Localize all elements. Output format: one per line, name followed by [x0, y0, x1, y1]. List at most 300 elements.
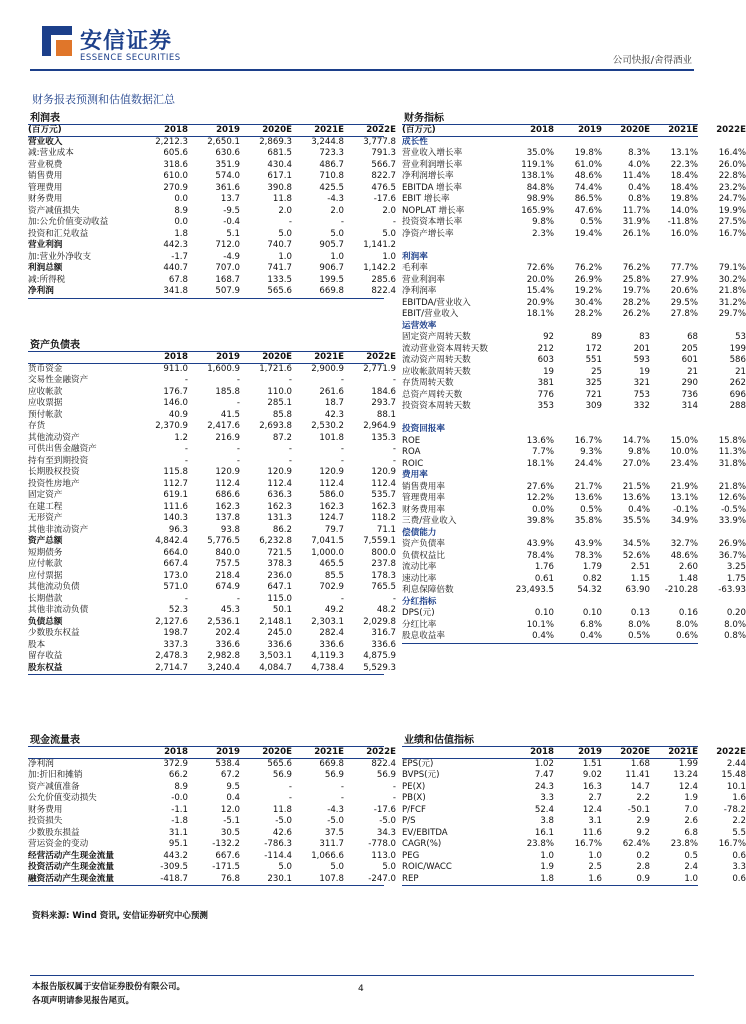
indicator-title: 财务指标 [402, 113, 698, 125]
cell-value: 124.7 [319, 513, 344, 523]
cell-value: 19.9% [718, 205, 746, 216]
table-row [28, 182, 396, 195]
cell-value: 664.0 [163, 547, 188, 558]
cell-value: 2.44 [726, 758, 746, 769]
table-row [28, 651, 396, 663]
cell-value: 198.7 [163, 628, 188, 638]
cell-value: 2022E [716, 125, 746, 135]
cell-value: 2019 [216, 352, 240, 362]
cell-value: 290 [681, 378, 698, 388]
cell-value: -5.0 [327, 816, 344, 826]
cell-value: 112.4 [267, 478, 292, 489]
row-label: 费用率 [402, 470, 428, 480]
cell-value: 309 [585, 401, 602, 411]
copyright-line: 本报告版权属于安信证券股份有限公司。 [32, 982, 186, 992]
cell-value: 736 [681, 389, 698, 400]
cell-value: 24.4% [574, 458, 602, 469]
cell-value: 199.5 [319, 274, 344, 285]
cell-value: 22.3% [670, 159, 698, 170]
cell-value: 674.9 [215, 582, 240, 592]
cell-value: 2,982.8 [207, 651, 240, 661]
cell-value: 0.6 [732, 850, 746, 861]
header-row [402, 747, 746, 759]
row-label: 运营效率 [402, 320, 437, 331]
cell-value [554, 528, 602, 540]
row-label: 流动比率 [402, 562, 437, 572]
cell-value: 4,119.3 [311, 651, 344, 661]
row-label: 少数股东权益 [28, 628, 80, 638]
cell-value: 0.5% [580, 217, 602, 227]
table-row [402, 389, 746, 402]
cell-value: 3.3 [732, 862, 746, 872]
cell-value [698, 240, 746, 252]
cell-value: 425.5 [319, 182, 344, 193]
cell-value: 2.2 [732, 816, 746, 826]
row-label: 少数股东损益 [28, 827, 80, 838]
row-label: 净利润 [28, 758, 54, 769]
cell-value: 18.1% [526, 458, 554, 469]
row-label: 股本 [28, 639, 46, 650]
cell-value: -786.3 [264, 839, 292, 849]
cell-value: 2.0 [382, 205, 396, 216]
cell-value: 753 [633, 389, 650, 400]
table-row [402, 597, 698, 609]
cell-value: 21 [735, 366, 746, 377]
cell-value: 93.8 [220, 524, 240, 535]
cell-value: 551 [585, 355, 602, 365]
cashflow-table [28, 735, 396, 886]
row-label: 利息保障倍数 [402, 585, 454, 595]
cell-value: - [236, 593, 240, 604]
cell-value: 765.5 [371, 582, 396, 592]
cell-value: 12.4 [678, 781, 698, 792]
cell-value: 282.4 [319, 628, 344, 638]
cell-value: 19 [639, 366, 650, 377]
cell-value: 49.2 [324, 605, 344, 615]
row-label: 减:营业成本 [28, 148, 74, 158]
cell-value: 236.0 [267, 570, 292, 581]
row-label [28, 747, 136, 758]
cell-value: - [184, 444, 188, 454]
cell-value: -5.0 [275, 816, 292, 826]
cell-value: 18.4% [670, 171, 698, 181]
row-label: CAGR(%) [402, 839, 442, 849]
cell-value: 11.7% [622, 205, 650, 216]
cell-value: 16.7% [574, 435, 602, 446]
cell-value: - [392, 455, 396, 466]
cell-value: 566.7 [371, 159, 396, 170]
cell-value: 2,127.6 [155, 616, 188, 627]
cell-value: 721.5 [267, 547, 292, 558]
cell-value: 2.7 [588, 793, 602, 803]
cell-value: 2.3% [532, 228, 554, 239]
row-label: 股东权益 [28, 662, 63, 673]
table-row [402, 413, 698, 425]
cell-value: 2,417.6 [207, 421, 240, 431]
cell-value: 21 [687, 366, 698, 377]
table-row [28, 570, 396, 583]
cell-value: 22.8% [718, 171, 746, 181]
cell-value: 2,212.3 [155, 136, 188, 147]
cell-value: 48.6% [574, 171, 602, 181]
cell-value [506, 240, 554, 252]
cell-value: 2,530.2 [311, 421, 344, 431]
cell-value: - [340, 593, 344, 604]
cell-value: 2021E [314, 125, 344, 135]
row-label: P/FCF [402, 804, 426, 815]
table-row [402, 550, 746, 563]
cell-value: 619.1 [163, 490, 188, 500]
cell-value: 39.8% [526, 516, 554, 526]
row-label: 速动比率 [402, 573, 437, 584]
cell-value: 7,559.1 [363, 536, 396, 546]
cell-value: - [340, 781, 344, 792]
table-row [402, 562, 746, 574]
row-label [402, 240, 506, 252]
cell-value: 2,693.8 [259, 421, 292, 431]
table-row [402, 194, 746, 206]
cell-value: 120.9 [267, 467, 292, 477]
row-label: 营运资金的变动 [28, 839, 89, 849]
cell-value: 601 [681, 355, 698, 365]
cell-value: 571.0 [163, 582, 188, 592]
cell-value: 565.6 [267, 758, 292, 769]
cell-value: 2021E [314, 352, 344, 362]
table-row [28, 136, 396, 149]
cell-value: 1.9 [684, 793, 698, 803]
cell-value: 2.6 [684, 816, 698, 826]
cell-value: 35.0% [526, 148, 554, 158]
cell-value [602, 597, 650, 609]
cell-value: 0.20 [726, 608, 746, 618]
row-label: 固定资产 [28, 490, 63, 500]
cell-value: - [340, 444, 344, 454]
cell-value: -210.28 [664, 585, 698, 595]
cell-value: 262 [729, 378, 746, 388]
cell-value: 77.7% [670, 263, 698, 273]
cell-value: 5,529.3 [363, 662, 396, 673]
table-row [28, 559, 396, 571]
cell-value: 16.0% [670, 228, 698, 239]
cell-value: 30.4% [574, 297, 602, 308]
cell-value: 112.4 [215, 478, 240, 489]
cell-value: - [392, 793, 396, 803]
cell-value: 636.3 [267, 490, 292, 500]
table-row [402, 573, 746, 586]
cell-value: 5,776.5 [207, 536, 240, 546]
cell-value: 0.13 [630, 608, 650, 618]
cell-value: 0.4% [628, 504, 650, 515]
cell-value: - [184, 593, 188, 604]
cell-value: 237.8 [371, 559, 396, 569]
cell-value: 2019 [216, 747, 240, 757]
row-label: 资产减值准备 [28, 781, 80, 792]
cell-value [506, 413, 554, 425]
cell-value: 2.5 [588, 862, 602, 872]
cell-value: 0.4% [580, 631, 602, 641]
cell-value: -4.3 [327, 804, 344, 815]
row-label: 交易性金融资产 [28, 375, 89, 385]
table-bottom-rule [402, 885, 698, 886]
cell-value: 45.3 [220, 605, 240, 615]
cell-value: 586 [729, 355, 746, 365]
cell-value: 19 [543, 366, 554, 377]
row-label: BVPS(元) [402, 770, 440, 780]
cell-value: 381 [537, 378, 554, 388]
cell-value: - [392, 217, 396, 227]
cell-value: - [288, 793, 292, 803]
cell-value: 86.2 [272, 524, 292, 535]
cell-value: 1.8 [174, 228, 188, 239]
cell-value: 9.02 [582, 770, 602, 780]
cell-value [602, 413, 650, 425]
cell-value: 13.7 [220, 194, 240, 204]
cell-value: 20.6% [670, 286, 698, 296]
page-number: 4 [358, 984, 364, 994]
cell-value: 2.0 [278, 205, 292, 216]
cell-value: 1.0 [588, 850, 602, 861]
cell-value [698, 424, 746, 436]
cell-value: 15.0% [670, 435, 698, 446]
cell-value: 35.8% [574, 516, 602, 526]
cell-value: 0.8% [628, 194, 650, 204]
table-row [28, 251, 396, 264]
table-row [28, 386, 396, 399]
cell-value: 3,240.4 [207, 662, 240, 673]
table-row [402, 631, 746, 643]
row-label: 利润总额 [28, 263, 63, 273]
row-label: EV/EBITDA [402, 827, 448, 838]
table-row [28, 582, 396, 594]
row-label: 公允价值变动损失 [28, 793, 97, 803]
cell-value: 2019 [578, 125, 602, 135]
cell-value: 911.0 [163, 363, 188, 374]
cell-value: 37.5 [324, 827, 344, 838]
cell-value: 667.6 [215, 850, 240, 861]
table-row [402, 447, 746, 459]
cell-value: 1,142.2 [363, 263, 396, 273]
cell-value: 34.3 [376, 827, 396, 838]
cell-value: 906.7 [319, 263, 344, 273]
cell-value: 6.8 [684, 827, 698, 838]
table-row [402, 217, 746, 229]
cell-value: 54.32 [577, 585, 602, 595]
cell-value: - [184, 375, 188, 385]
row-label: 投资资本增长率 [402, 217, 463, 227]
cell-value: 89 [591, 332, 602, 342]
cell-value: 2020E [262, 125, 292, 135]
cell-value: 270.9 [163, 182, 188, 193]
row-label: 固定资产周转天数 [402, 332, 471, 342]
cell-value: - [236, 444, 240, 454]
cell-value: 617.1 [267, 171, 292, 181]
cell-value: 535.7 [371, 490, 396, 500]
cell-value: 68 [687, 332, 698, 342]
cell-value: -0.5% [721, 504, 746, 515]
cell-value: 133.5 [267, 274, 292, 285]
cell-value: 19.8% [574, 148, 602, 158]
cell-value: 2,714.7 [155, 662, 188, 673]
cell-value: 113.0 [371, 850, 396, 861]
cell-value: 507.9 [215, 286, 240, 296]
cell-value: 285.6 [371, 274, 396, 285]
row-label: EBITDA 增长率 [402, 182, 462, 193]
cell-value: 1.6 [732, 793, 746, 803]
cell-value: 53 [735, 332, 746, 342]
table-row [402, 804, 746, 817]
cell-value: 7.47 [534, 770, 554, 780]
row-label: ROIC/WACC [402, 862, 452, 872]
cell-value [506, 528, 554, 540]
cell-value: 1.0 [684, 873, 698, 884]
table-row [28, 770, 396, 782]
cell-value: 24.3 [534, 781, 554, 792]
cell-value: 19.4% [574, 228, 602, 239]
cell-value: 316.7 [371, 628, 396, 638]
table-bottom-rule [28, 674, 384, 675]
table-row [402, 252, 698, 264]
cell-value: 18.7 [324, 398, 344, 408]
table-row [28, 263, 396, 275]
cell-value: 0.5 [684, 850, 698, 861]
cell-value: 2,869.3 [259, 136, 292, 147]
valuation-table [402, 735, 746, 886]
cell-value: 110.0 [267, 386, 292, 397]
row-label: 管理费用率 [402, 493, 445, 503]
cell-value: 565.6 [267, 286, 292, 296]
cell-value [650, 470, 698, 482]
income-title: 利润表 [28, 113, 384, 125]
cell-value: 11.4% [622, 171, 650, 181]
table-row [28, 148, 396, 160]
row-label: PEG [402, 850, 420, 861]
row-label [402, 747, 506, 758]
cell-value: 336.6 [371, 639, 396, 650]
table-row [402, 240, 698, 252]
cell-value: 131.3 [267, 513, 292, 523]
table-bottom-rule [402, 643, 698, 644]
table-bottom-rule [28, 885, 384, 886]
cell-value: 6,232.8 [259, 536, 292, 546]
cell-value: 23.2% [718, 182, 746, 193]
cell-value: 20.9% [526, 297, 554, 308]
cell-value: 12.4 [582, 804, 602, 815]
row-label: 其他流动负债 [28, 582, 80, 592]
cell-value: 16.1 [534, 827, 554, 838]
cell-value: -63.93 [718, 585, 746, 595]
cell-value: 586.0 [319, 490, 344, 500]
table-row [402, 321, 698, 333]
data-source: 资料来源: Wind 资讯, 安信证券研究中心预测 [32, 911, 208, 921]
cell-value: 29.7% [718, 309, 746, 319]
cell-value: 172 [585, 343, 602, 354]
table-row [402, 770, 746, 782]
cell-value: 5.1 [226, 228, 240, 239]
cell-value: 26.9% [574, 274, 602, 285]
cell-value: 361.6 [215, 182, 240, 193]
cell-value: 21.5% [622, 481, 650, 492]
row-label: 分红比率 [402, 619, 437, 630]
cell-value: 92 [543, 332, 554, 342]
cell-value: 1.51 [582, 758, 602, 769]
cell-value: 13.1% [670, 148, 698, 158]
cell-value: 27.5% [718, 217, 746, 227]
table-row [402, 539, 746, 551]
table-row [402, 182, 746, 195]
cell-value: 0.0 [174, 217, 188, 227]
table-row [28, 793, 396, 805]
cell-value: 10.0% [670, 447, 698, 457]
table-row [28, 816, 396, 828]
cell-value: 261.6 [319, 386, 344, 397]
row-label: 应付帐款 [28, 559, 63, 569]
table-row [28, 662, 396, 675]
cell-value: 390.8 [267, 182, 292, 193]
row-label: REP [402, 873, 419, 884]
table-row [28, 524, 396, 537]
cell-value [554, 597, 602, 609]
cell-value: 791.3 [371, 148, 396, 158]
cell-value: 76.8 [220, 873, 240, 884]
cell-value: 2,771.9 [363, 363, 396, 374]
cell-value: - [288, 455, 292, 466]
cell-value [602, 252, 650, 264]
cell-value: 66.2 [168, 770, 188, 780]
cell-value: 21.9% [670, 481, 698, 492]
cell-value: 162.3 [215, 501, 240, 512]
cell-value: 14.0% [670, 205, 698, 216]
cell-value: -114.4 [264, 850, 292, 861]
row-label: 净利润率 [402, 286, 437, 296]
logo-text-cn: 安信证券 [80, 29, 173, 54]
cell-value: 4,842.4 [155, 536, 188, 546]
cell-value: -5.0 [379, 816, 396, 826]
cell-value [506, 470, 554, 482]
cell-value: 5.0 [278, 228, 292, 239]
cell-value: 8.9 [174, 781, 188, 792]
cell-value: 1.68 [630, 758, 650, 769]
cell-value: 8.3% [628, 148, 650, 158]
header-row [28, 352, 396, 364]
cell-value: 31.1 [168, 827, 188, 838]
cell-value: 83 [639, 332, 650, 342]
cell-value: 178.3 [371, 570, 396, 581]
cell-value: 137.8 [215, 513, 240, 523]
table-row [28, 467, 396, 479]
table-row [402, 309, 746, 321]
cell-value: 35.5% [622, 516, 650, 526]
cell-value: 12.2% [526, 493, 554, 503]
cell-value: 138.1% [521, 171, 554, 181]
row-label: ROA [402, 447, 421, 457]
cell-value: 30.2% [718, 274, 746, 285]
cell-value: 2021E [668, 747, 698, 757]
cell-value: 23.4% [670, 458, 698, 469]
table-row [402, 839, 746, 851]
cell-value [506, 597, 554, 609]
row-label: PB(X) [402, 793, 426, 803]
cell-value: 27.0% [622, 458, 650, 469]
table-row [402, 493, 746, 505]
cell-value: 14.7% [622, 435, 650, 446]
row-label: 分红指标 [402, 596, 437, 607]
cell-value [650, 252, 698, 264]
table-row [28, 873, 396, 886]
table-row [28, 827, 396, 840]
cell-value: 2,536.1 [207, 616, 240, 627]
cell-value: 98.9% [526, 194, 554, 204]
cell-value: 1.6 [588, 873, 602, 884]
